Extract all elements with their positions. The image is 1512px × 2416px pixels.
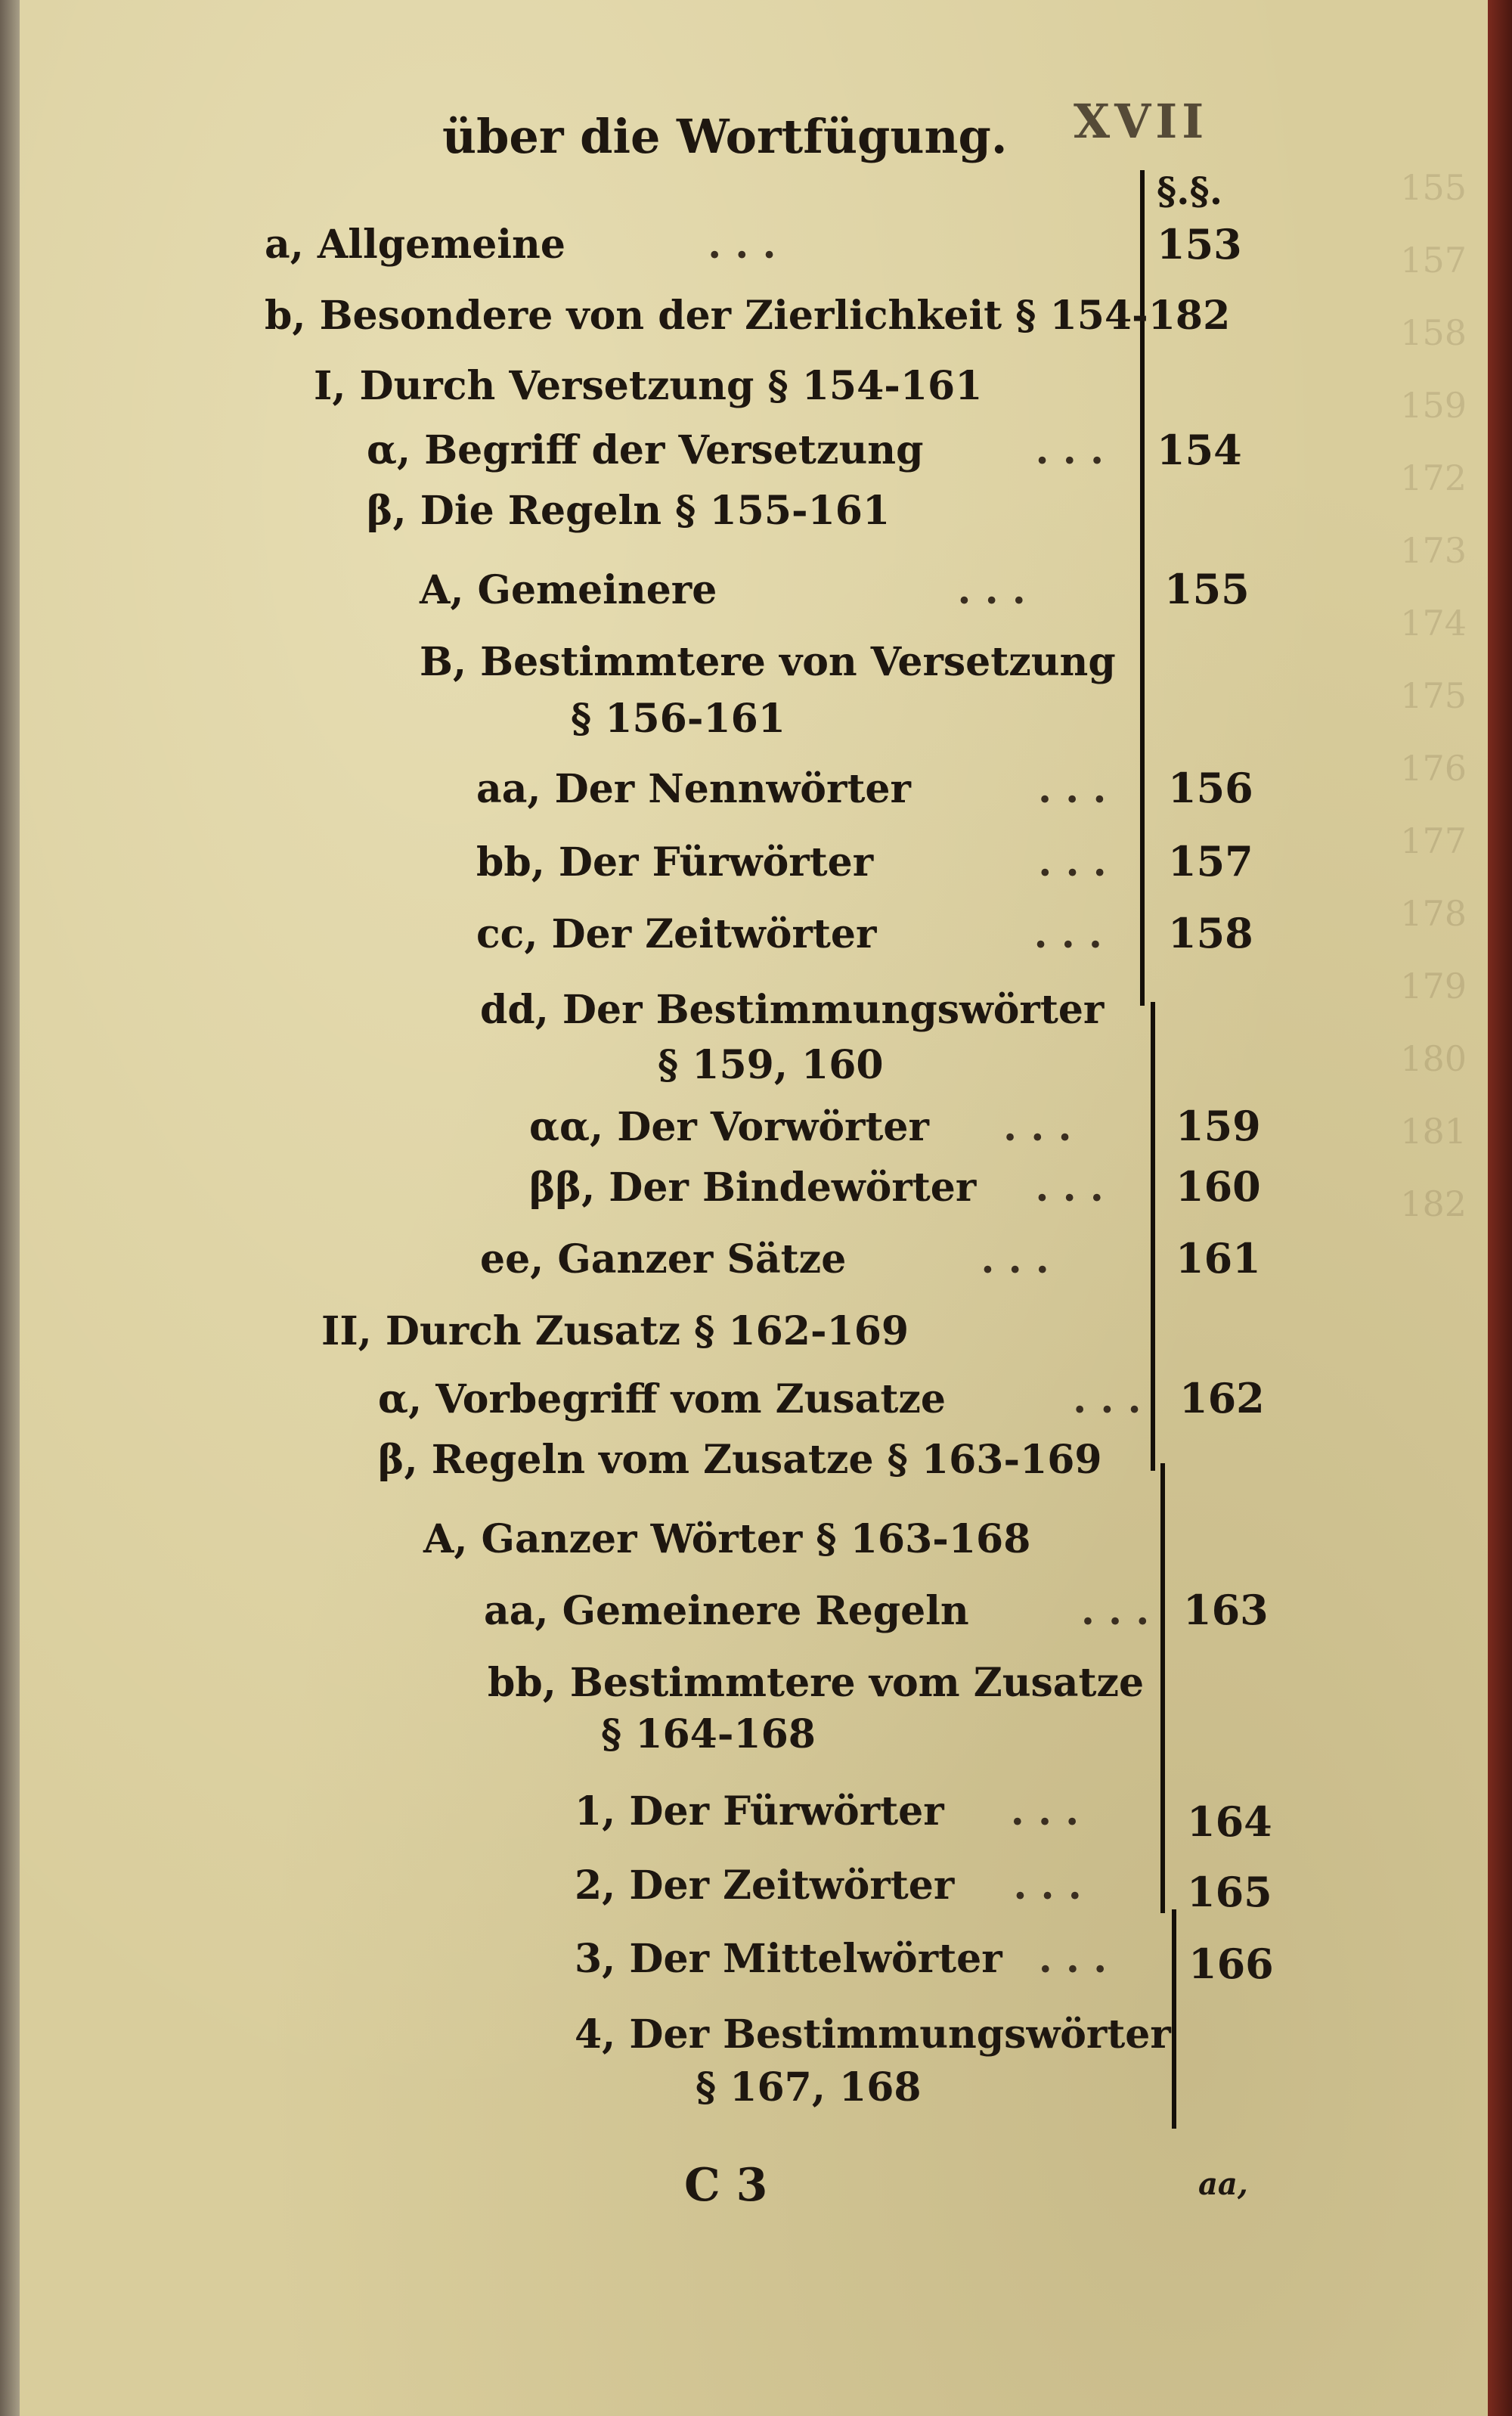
- chapter-marker: XVII: [1074, 94, 1209, 149]
- toc-entry: [575, 1936, 1108, 1982]
- page-number: 165: [1187, 1868, 1272, 1916]
- leader-dots: . . .: [1035, 427, 1105, 473]
- toc-entry: [575, 1862, 1082, 1909]
- entry-label: a, Allgemeine: [265, 222, 565, 268]
- leader-dots: . . .: [1033, 911, 1103, 957]
- leader-dots: . . .: [981, 1236, 1049, 1282]
- ghost-number: 177: [1400, 820, 1467, 861]
- toc-entry: [476, 911, 1103, 957]
- ghost-number: 158: [1400, 312, 1467, 353]
- page-number: 162: [1179, 1374, 1265, 1422]
- toc-entry: B, Bestimmtere von Versetzung: [420, 639, 1116, 685]
- page-number: 160: [1176, 1162, 1261, 1211]
- entry-label: 2, Der Zeitwörter: [575, 1862, 955, 1909]
- entry-label: αα, Der Vorwörter: [529, 1104, 929, 1150]
- leader-dots: . . .: [1038, 1936, 1108, 1982]
- toc-entry: [529, 1165, 1104, 1211]
- page-number: 153: [1157, 220, 1242, 268]
- page-number: 158: [1168, 909, 1253, 957]
- ghost-number: 181: [1400, 1111, 1467, 1152]
- toc-entry: A, Ganzer Wörter § 163-168: [423, 1516, 1031, 1562]
- page-number: 156: [1168, 764, 1253, 812]
- entry-label: α, Begriff der Versetzung: [367, 427, 924, 473]
- entry-label: ββ, Der Bindewörter: [529, 1165, 977, 1211]
- page-number: 166: [1188, 1940, 1274, 1988]
- ghost-number: 159: [1400, 385, 1467, 426]
- ghost-number: 175: [1400, 675, 1467, 716]
- toc-entry: [484, 1588, 1150, 1634]
- column-rule: [1172, 1909, 1176, 2129]
- entry-label: ee, Ganzer Sätze: [480, 1236, 847, 1282]
- toc-entry: [476, 766, 1107, 812]
- entry-label: α, Vorbegriff vom Zusatze: [378, 1376, 947, 1422]
- ghost-number: 174: [1400, 603, 1467, 644]
- catchword: aa,: [1198, 2166, 1248, 2202]
- page-number: 155: [1164, 565, 1250, 613]
- toc-entry: [378, 1376, 1142, 1422]
- toc-entry: b, Besondere von der Zierlichkeit § 154-182: [265, 293, 1231, 339]
- leader-dots: . . .: [708, 222, 776, 268]
- ghost-number: 176: [1400, 748, 1467, 789]
- toc-entry: β, Regeln vom Zusatze § 163-169: [378, 1437, 1102, 1483]
- ghost-number: 172: [1400, 457, 1467, 498]
- page-number: 159: [1176, 1102, 1261, 1150]
- toc-entry-continuation: § 156-161: [571, 696, 785, 742]
- ghost-number: 178: [1400, 893, 1467, 934]
- running-head: über die Wortfügung.: [442, 109, 1008, 164]
- toc-entry: bb, Bestimmtere vom Zusatze: [488, 1660, 1145, 1706]
- bleed-through-numbers: [1315, 151, 1467, 1240]
- toc-entry: 4, Der Bestimmungswörter: [575, 2011, 1171, 2058]
- toc-entry: β, Die Regeln § 155-161: [367, 488, 891, 534]
- toc-entry-continuation: § 167, 168: [696, 2064, 922, 2111]
- book-cover-edge: [1488, 0, 1512, 2416]
- toc-entry: dd, Der Bestimmungswörter: [480, 987, 1105, 1033]
- toc-entry: [420, 567, 1026, 613]
- ghost-number: 173: [1400, 530, 1467, 571]
- leader-dots: . . .: [1073, 1376, 1142, 1422]
- toc-entry: [480, 1236, 1049, 1282]
- page-number: 164: [1187, 1797, 1272, 1846]
- book-spine-edge: [0, 0, 20, 2416]
- toc-entry: [476, 839, 1107, 885]
- ghost-number: 182: [1400, 1183, 1467, 1224]
- leader-dots: . . .: [1035, 1165, 1104, 1211]
- leader-dots: . . .: [1080, 1588, 1150, 1634]
- toc-entry: [529, 1104, 1072, 1150]
- toc-entry: [265, 222, 776, 268]
- leader-dots: . . .: [957, 567, 1026, 613]
- entry-label: aa, Der Nennwörter: [476, 766, 911, 812]
- column-rule: [1151, 1002, 1155, 1471]
- toc-entry: II, Durch Zusatz § 162-169: [321, 1308, 909, 1354]
- toc-entry: [367, 427, 1105, 473]
- ghost-number: 157: [1400, 240, 1467, 281]
- entry-label: bb, Der Fürwörter: [476, 839, 874, 885]
- column-head-paragraphs: §.§.: [1157, 169, 1223, 213]
- ghost-number: 179: [1400, 966, 1467, 1006]
- entry-label: 1, Der Fürwörter: [575, 1788, 944, 1834]
- page-number: 154: [1157, 426, 1242, 474]
- leader-dots: . . .: [1038, 839, 1107, 885]
- toc-entry: I, Durch Versetzung § 154-161: [314, 363, 983, 409]
- ghost-number: 155: [1400, 167, 1467, 208]
- entry-label: 3, Der Mittelwörter: [575, 1936, 1002, 1982]
- toc-entry-continuation: § 164-168: [601, 1711, 816, 1757]
- ghost-number: 180: [1400, 1038, 1467, 1079]
- leader-dots: . . .: [1003, 1104, 1072, 1150]
- page-number: 161: [1176, 1234, 1261, 1282]
- page-number: 163: [1183, 1586, 1269, 1634]
- entry-label: cc, Der Zeitwörter: [476, 911, 877, 957]
- toc-entry: [575, 1788, 1080, 1834]
- page-number: 157: [1168, 837, 1253, 885]
- signature-mark: C 3: [684, 2159, 768, 2212]
- leader-dots: . . .: [1013, 1862, 1082, 1909]
- leader-dots: . . .: [1037, 766, 1107, 812]
- toc-entry-continuation: § 159, 160: [658, 1042, 884, 1088]
- leader-dots: . . .: [1010, 1788, 1080, 1834]
- entry-label: A, Gemeinere: [420, 567, 717, 613]
- column-rule: [1160, 1463, 1165, 1913]
- entry-label: aa, Gemeinere Regeln: [484, 1588, 969, 1634]
